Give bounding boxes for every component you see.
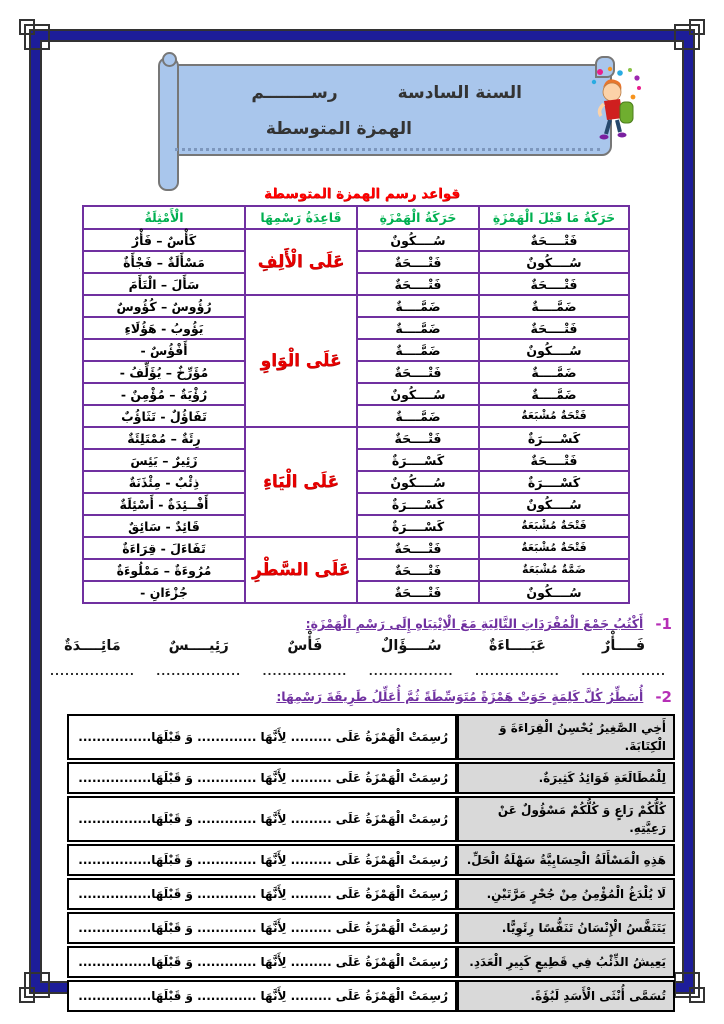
answer-dots: ................. [156,666,242,679]
examples-cell: ذِئْبٌ - مِئْذَنَةٌ [83,471,245,493]
answer-dots: ................. [50,666,135,679]
examples-cell: جُزْءَانِ - [83,581,245,603]
banner-line2 [266,118,412,142]
sentence-cell: أَخِي الصَّغِيرُ يُحْسِنُ الْقِرَاءَةَ وَ الْكِتَابَةَ. [457,714,675,760]
hamza-vowel-cell: سُــــكُونٌ [357,471,479,493]
answer-row [67,912,675,944]
examples-cell: مَسْأَلَةٌ – فَجْأَةٌ [83,251,245,273]
before-hamza-vowel-cell: كَسْــــرَةٌ [479,471,629,493]
hamza-vowel-cell: ضَمَّــــةٌ [357,295,479,317]
before-hamza-vowel-cell: فَتْحَةٌ مُشْبَعَةٌ [479,405,629,427]
answer-template-cell: رُسِمَتْ الْهَمْزَةُ عَلَى ......... لِأَنَّهَا ............. وَ قَبْلَهَا................ [67,714,457,760]
word-item [262,636,347,678]
lesson-title: الهمزة المتوسطة [265,119,412,139]
word-item [581,636,666,678]
sentence-cell: لَا يُلْدَغُ الْمُؤْمِنُ مِنْ جُحْرٍ مَرَّتَيْنِ. [457,878,675,910]
corner-ornament [689,987,705,1003]
title-banner [163,64,612,156]
answer-template-cell: رُسِمَتْ الْهَمْزَةُ عَلَى ......... لِأَنَّهَا ............. وَ قَبْلَهَا................ [67,946,457,978]
word-item [156,636,241,678]
answer-row [67,796,675,842]
rule-label-cell: عَلَى الْوَاوِ [245,295,357,427]
before-hamza-vowel-cell: ضَمَّــــةٌ [479,383,629,405]
before-hamza-vowel-cell: ضَمَّةٌ مُشْبَعَةٌ [479,559,629,581]
sentence-cell: لِلْمُطَالَعَةِ فَوَائِدُ كَثِيرَةٌ. [457,762,675,794]
exercise2-table [67,712,675,1014]
hamza-vowel-cell: ضَمَّــــةٌ [357,317,479,339]
rules-column-header: الْأَمْثِلَةُ [83,206,245,229]
vocabulary-word: فَأْسٌ [287,638,323,654]
hamza-vowel-cell: كَسْــــرَةٌ [357,449,479,471]
vocabulary-word: عَبَــــاءَةٌ [488,638,546,654]
exercise2-title: أُسَطِّرُ كُلَّ كَلِمَةٍ حَوَتْ هَمْزَةً مُتَوَسِّطَةً ثُمَّ أُعَلِّلُ طَرِيقَةَ رَسْمِهَا: [276,689,644,704]
answer-row [67,980,675,1012]
exercise1-number: -1 [655,615,672,633]
word-item [475,636,560,678]
rule-label-cell: عَلَى الْيَاءِ [245,427,357,537]
answer-template-cell: رُسِمَتْ الْهَمْزَةُ عَلَى ......... لِأَنَّهَا ............. وَ قَبْلَهَا................ [67,796,457,842]
rule-label-cell: عَلَى السَّطْرِ [245,537,357,603]
hamza-vowel-cell: فَتْــــحَةٌ [357,273,479,295]
answer-template-cell: رُسِمَتْ الْهَمْزَةُ عَلَى ......... لِأَنَّهَا ............. وَ قَبْلَهَا................ [67,844,457,876]
hamza-vowel-cell: فَتْــــحَةٌ [357,581,479,603]
rules-row [83,229,629,251]
rules-row [83,537,629,559]
answer-row [67,714,675,760]
answer-row [67,762,675,794]
before-hamza-vowel-cell: فَتْــــحَةٌ [479,317,629,339]
sentence-cell: يَتَنَفَّسُ الْإِنْسَانُ تَنَفُّسًا رِئَوِيًّا. [457,912,675,944]
hamza-vowel-cell: فَتْــــحَةٌ [357,251,479,273]
vocabulary-word: مَائِــــدَةٌ [64,638,121,654]
examples-cell: يَؤُوبُ - هَؤُلَاءِ [83,317,245,339]
before-hamza-vowel-cell: فَتْحَةٌ مُشْبَعَةٌ [479,537,629,559]
examples-cell: تَفَاؤُلٌ - تَثَاؤُبٌ [83,405,245,427]
sentence-cell: هَذِهِ الْمَسْأَلَةُ الْحِسَابِيَّةُ سَهْلَةُ الْحَلِّ. [457,844,675,876]
answer-row [67,878,675,910]
examples-cell: قَائِدٌ - سَائِقٌ [83,515,245,537]
before-hamza-vowel-cell: سُــــكُونٌ [479,339,629,361]
answer-template-cell: رُسِمَتْ الْهَمْزَةُ عَلَى ......... لِأَنَّهَا ............. وَ قَبْلَهَا................ [67,980,457,1012]
before-hamza-vowel-cell: كَسْــــرَةٌ [479,427,629,449]
answer-template-cell: رُسِمَتْ الْهَمْزَةُ عَلَى ......... لِأَنَّهَا ............. وَ قَبْلَهَا................ [67,762,457,794]
hamza-vowel-cell: فَتْــــحَةٌ [357,361,479,383]
before-hamza-vowel-cell: فَتْــــحَةٌ [479,449,629,471]
hamza-vowel-cell: ضَمَّــــةٌ [357,405,479,427]
corner-ornament [19,987,35,1003]
before-hamza-vowel-cell: فَتْحَةٌ مُشْبَعَةٌ [479,515,629,537]
rules-column-header: قَاعِدَةُ رَسْمِهَا [245,206,357,229]
word-item [369,636,454,678]
examples-cell: أَفْؤُسٌ - [83,339,245,361]
rules-table [82,205,630,604]
rules-header-row [83,206,629,229]
before-hamza-vowel-cell: فَتْــــحَةٌ [479,273,629,295]
corner-ornament [674,24,700,50]
answer-dots: ................. [581,666,666,679]
hamza-vowel-cell: كَسْــــرَةٌ [357,493,479,515]
banner-line1 [251,82,522,106]
corner-ornament [19,19,35,35]
rules-column-header: حَرَكَةُ مَا قَبْلَ الْهَمْزَةِ [479,206,629,229]
subject-label: رســــــــم [251,83,338,103]
sentence-cell: كُلُّكُمْ رَاعٍ وَ كُلُّكُمْ مَسْؤُولٌ عَنْ رَعِيَّتِهِ. [457,796,675,842]
answer-template-cell: رُسِمَتْ الْهَمْزَةُ عَلَى ......... لِأَنَّهَا ............. وَ قَبْلَهَا................ [67,878,457,910]
rule-label-cell: عَلَى الْأَلِفِ [245,229,357,295]
sentence-cell: يَعِيشُ الذِّئْبُ فِي قَطِيعٍ كَبِيرِ الْعَدَدِ. [457,946,675,978]
corner-ornament [24,972,50,998]
vocabulary-word: فَــــأْرٌ [602,638,646,654]
page-title: قواعد رسم الهمزة المتوسطة [263,186,461,202]
vocabulary-word: رَئِيــــسٌ [168,638,229,654]
corner-ornament [674,972,700,998]
examples-cell: كَأْسٌ – فَأْرٌ [83,229,245,251]
examples-cell: مُرُوءَةٌ – مَمْلُوءَةٌ [83,559,245,581]
exercise1-words [50,636,666,678]
answer-dots: ................. [368,666,454,679]
corner-ornament [689,19,705,35]
answer-dots: ................. [474,666,560,679]
before-hamza-vowel-cell: فَتْــــحَةٌ [479,229,629,251]
before-hamza-vowel-cell: ضَمَّــــةٌ [479,361,629,383]
sentence-cell: تُسَمَّى أُنْثَى الْأَسَدِ لَبُؤَةً. [457,980,675,1012]
answer-template-cell: رُسِمَتْ الْهَمْزَةُ عَلَى ......... لِأَنَّهَا ............. وَ قَبْلَهَا................ [67,912,457,944]
rules-column-header: حَرَكَةُ الْهَمْزَةِ [357,206,479,229]
examples-cell: رُؤْيَةٌ – مُؤْمِنٌ - [83,383,245,405]
examples-cell: أَفْــئِدَةٌ - أَسْئِلَةٌ [83,493,245,515]
exercise2-number: -2 [655,688,672,706]
hamza-vowel-cell: كَسْــــرَةٌ [357,515,479,537]
answer-row [67,946,675,978]
before-hamza-vowel-cell: ضَمَّــــةٌ [479,295,629,317]
examples-cell: سَأَلَ – الْتَأَمَ [83,273,245,295]
before-hamza-vowel-cell: سُــــكُونٌ [479,251,629,273]
hamza-vowel-cell: سُــــكُونٌ [357,229,479,251]
examples-cell: تَفَاءَلَ - قِرَاءَةٌ [83,537,245,559]
examples-cell: رِئَةٌ – مُمْتَلِئَةٌ [83,427,245,449]
before-hamza-vowel-cell: سُــــكُونٌ [479,581,629,603]
banner-scroll-curl [158,57,179,191]
hamza-vowel-cell: سُــــكُونٌ [357,383,479,405]
examples-cell: مُؤَرِّخٌ – يُؤَلِّفُ - [83,361,245,383]
examples-cell: رُؤُوسٌ – كُؤُوسٌ [83,295,245,317]
hamza-vowel-cell: ضَمَّــــةٌ [357,339,479,361]
examples-cell: زَئِيرٌ – يَئِسَ [83,449,245,471]
corner-ornament [24,24,50,50]
banner-scroll-curl-cap [162,52,177,67]
exercise2-heading [276,688,672,708]
answer-dots: ................. [262,666,348,679]
rules-row [83,295,629,317]
hamza-vowel-cell: فَتْــــحَةٌ [357,559,479,581]
exercise1-heading [306,615,672,635]
vocabulary-word: سُــــؤَالٌ [380,638,442,654]
answer-row [67,844,675,876]
hamza-vowel-cell: فَتْــــحَةٌ [357,537,479,559]
hamza-vowel-cell: فَتْــــحَةٌ [357,427,479,449]
student-clipart-icon [586,66,648,148]
before-hamza-vowel-cell: سُــــكُونٌ [479,493,629,515]
exercise1-title: أَكْتُبُ جَمْعَ الْمُفْرَدَاتِ التَّالِيَةِ مَعَ الْاِنْتِبَاهِ إِلَى رَسْمِ الْهَمْزَةِ: [305,616,644,631]
rules-row [83,427,629,449]
word-item [50,636,135,678]
grade-label: السنة السادسة [397,83,522,103]
